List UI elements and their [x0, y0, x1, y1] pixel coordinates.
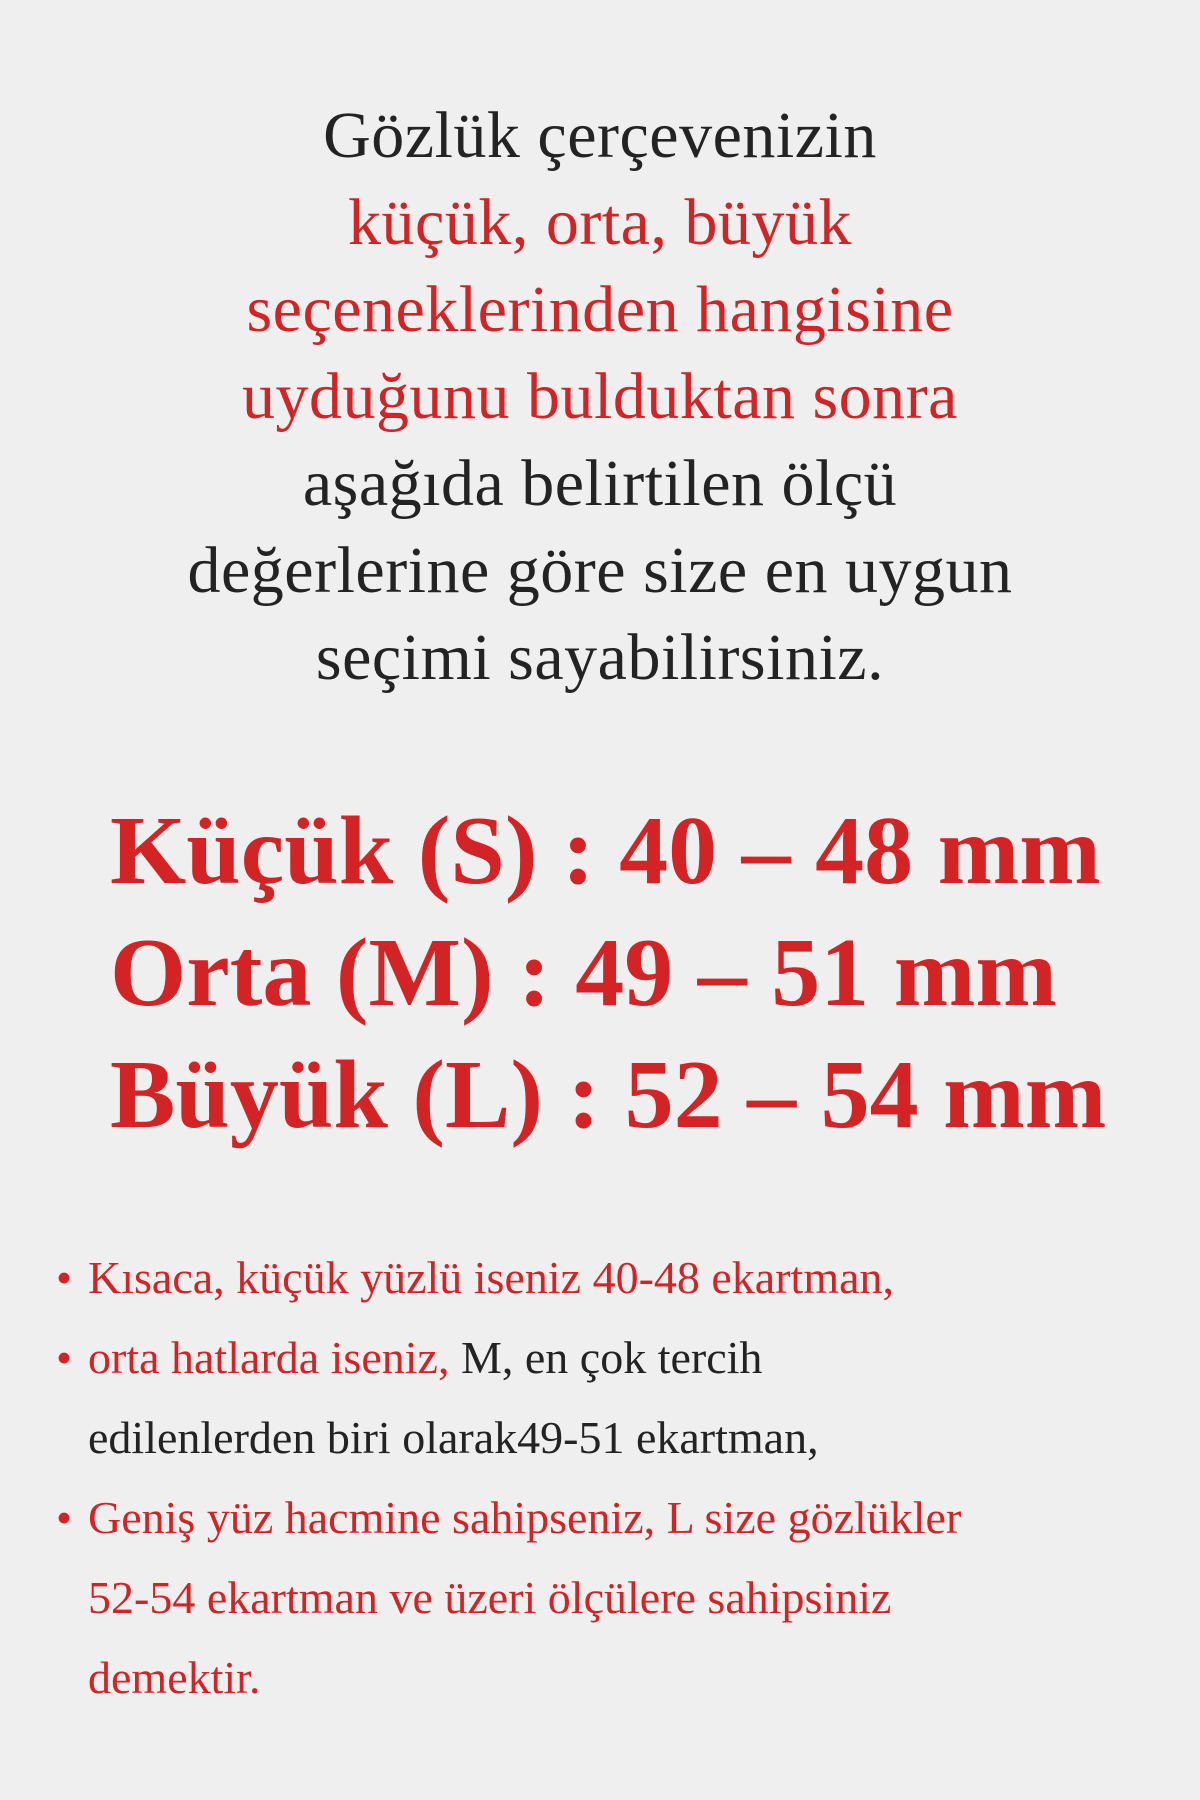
note-item-large: [52, 1478, 1172, 1718]
intro-line: değerlerine göre size en uygun: [187, 534, 1013, 607]
bullet-icon: •: [56, 1332, 73, 1383]
note-text: Kısaca, küçük yüzlü iseniz 40-48 ekartman,: [88, 1252, 895, 1303]
intro-line: seçimi sayabilirsiniz.: [315, 621, 885, 694]
intro-paragraph: [60, 92, 1140, 701]
size-table: [110, 790, 1150, 1156]
intro-line-highlight: seçeneklerinden hangisine: [246, 273, 954, 346]
note-text: Geniş yüz hacmine sahipseniz, L size gözlükler: [88, 1492, 962, 1543]
notes-list: [52, 1238, 1172, 1718]
intro-line-highlight: küçük, orta, büyük: [348, 186, 852, 259]
size-row-large: Büyük (L) : 52 – 54 mm: [110, 1041, 1107, 1149]
note-text-highlight: orta hatlarda iseniz,: [88, 1332, 461, 1383]
note-text: M, en çok tercih: [460, 1332, 763, 1383]
note-text: edilenlerden biri olarak49-51 ekartman,: [88, 1412, 819, 1463]
bullet-icon: •: [56, 1492, 73, 1543]
size-row-small: Küçük (S) : 40 – 48 mm: [110, 797, 1101, 905]
note-item-small: [52, 1238, 1172, 1318]
bullet-icon: •: [56, 1252, 73, 1303]
note-item-medium: [52, 1318, 1172, 1478]
note-text: demektir.: [88, 1652, 261, 1703]
intro-line: aşağıda belirtilen ölçü: [302, 447, 898, 520]
intro-line: Gözlük çerçevenizin: [323, 99, 877, 172]
intro-line-highlight: uyduğunu bulduktan sonra: [242, 360, 958, 433]
note-text: 52-54 ekartman ve üzeri ölçülere sahipsiniz: [88, 1572, 892, 1623]
size-row-medium: Orta (M) : 49 – 51 mm: [110, 919, 1058, 1027]
